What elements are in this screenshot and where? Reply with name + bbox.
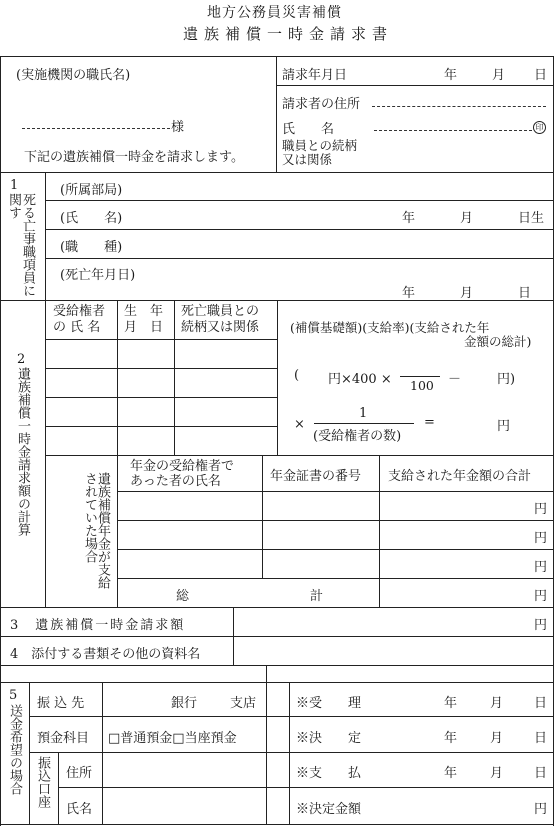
pension-col-name: 年金の受給権者で あった者の氏名 <box>130 459 235 489</box>
col-relation: 死亡職員との 続柄又は関係 <box>181 304 260 335</box>
death-year-label: 年 <box>402 286 416 301</box>
rule <box>117 455 118 607</box>
rule <box>45 426 277 427</box>
calc-yen-close: 円) <box>497 372 516 387</box>
addressee-field[interactable] <box>22 128 170 129</box>
rule <box>45 455 554 456</box>
relation-label: 職員との続柄 又は関係 <box>282 138 358 167</box>
office-paid: ※支 払 <box>296 766 362 781</box>
rule <box>45 339 277 340</box>
section4-label: 4 添付する書類その他の資料名 <box>10 647 201 662</box>
day-label: 日 <box>534 68 548 83</box>
account-address-label: 住所 <box>66 766 93 781</box>
yen-label: 円 <box>534 560 548 575</box>
bank-label: 銀行 <box>171 696 198 711</box>
yen-label: 円 <box>534 618 548 633</box>
org-label: (実施機関の職氏名) <box>16 68 131 83</box>
rule <box>117 491 554 492</box>
calc-open-paren: ( <box>294 368 300 383</box>
rule <box>0 636 554 637</box>
section2-label: 遺族補償一時金請求額の計算 <box>15 367 30 536</box>
year-label: 年 <box>444 766 458 781</box>
office-received: ※受 理 <box>296 696 362 711</box>
birth-year-label: 年 <box>402 211 416 226</box>
rule <box>29 752 554 753</box>
rule <box>276 85 554 86</box>
rule <box>45 397 277 398</box>
applicant-name-field[interactable] <box>374 130 532 131</box>
month-label: 月 <box>492 68 506 83</box>
pension-col-total: 支給された年金額の合計 <box>388 469 532 484</box>
rule <box>289 787 554 788</box>
job-label: (職 種) <box>60 240 123 255</box>
rule <box>45 200 554 201</box>
seal-mark: 印 <box>533 119 546 134</box>
rule <box>58 752 59 825</box>
pension-col-cert: 年金証書の番号 <box>270 469 362 484</box>
rule <box>276 56 277 172</box>
rule <box>174 300 175 455</box>
rule <box>0 56 554 57</box>
fraction-bar <box>314 423 414 424</box>
transfer-to-label: 振 込 先 <box>37 696 85 711</box>
rule <box>289 682 290 825</box>
rule <box>0 682 1 825</box>
calc-denominator: (受給権者の数) <box>313 429 402 444</box>
request-date-label: 請求年月日 <box>282 68 348 83</box>
day-label: 日 <box>534 696 548 711</box>
dept-label: (所属部局) <box>60 183 123 198</box>
month-label: 月 <box>490 766 504 781</box>
day-label: 日 <box>534 766 548 781</box>
fraction-denominator: 100 <box>410 378 434 393</box>
section2-number: 2 <box>17 352 26 367</box>
rule <box>102 682 103 825</box>
rule <box>117 578 554 579</box>
account-type-label: 預金科目 <box>37 731 90 746</box>
form-title: 遺族補償一時金請求書 <box>183 25 394 43</box>
fraction-bar <box>400 376 440 377</box>
rule <box>45 368 277 369</box>
section5-number: 5 <box>9 688 18 703</box>
calc-header-2: 金額の総計) <box>464 334 532 349</box>
section1-label: 死る亡事職項員に関す <box>6 193 35 297</box>
calc-yen400: 円×400 × <box>328 372 392 387</box>
rule <box>117 549 554 550</box>
yen-label: 円 <box>534 502 548 517</box>
calc-one: 1 <box>359 406 368 421</box>
birth-day-label: 日生 <box>518 211 545 226</box>
yen-label: 円 <box>534 589 548 604</box>
rule <box>29 716 554 717</box>
month-label: 月 <box>490 731 504 746</box>
yen-label: 円 <box>534 802 548 817</box>
calc-yen: 円 <box>497 419 511 434</box>
request-sentence: 下記の遺族補償一時金を請求します。 <box>24 150 244 165</box>
year-label: 年 <box>444 68 458 83</box>
rule <box>0 172 554 173</box>
col-birth: 生 年 月 日 <box>124 304 164 335</box>
rule <box>0 682 554 683</box>
section3-label: 3 遺族補償一時金請求額 <box>10 618 186 633</box>
section5-label: 送金希望の場合 <box>7 704 22 795</box>
death-date-label: (死亡年月日) <box>60 268 136 283</box>
rule <box>0 665 554 666</box>
rule <box>117 300 118 455</box>
form-series-title: 地方公務員災害補償 <box>207 5 342 21</box>
branch-label: 支店 <box>230 696 257 711</box>
office-amount: ※決定金額 <box>296 802 362 817</box>
calc-equals: = <box>424 415 435 430</box>
year-label: 年 <box>444 731 458 746</box>
rule <box>29 682 30 825</box>
calc-header: (補償基礎額)(支給率)(支給された年 <box>290 320 490 335</box>
applicant-name-label: 氏 名 <box>282 122 335 137</box>
rule <box>277 300 278 455</box>
account-side-label: 振込口座 <box>35 756 50 808</box>
office-decided: ※決 定 <box>296 731 362 746</box>
rule <box>45 300 46 607</box>
rule <box>45 229 554 230</box>
month-label: 月 <box>490 696 504 711</box>
sama-label: 様 <box>171 120 185 135</box>
death-month-label: 月 <box>460 286 474 301</box>
account-type-options[interactable]: □普通預金□当座預金 <box>108 731 237 746</box>
birth-month-label: 月 <box>460 211 474 226</box>
rule <box>45 172 46 300</box>
death-day-label: 日 <box>518 286 532 301</box>
account-holder-label: 氏名 <box>66 802 93 817</box>
col-beneficiary-name: 受給権者 の 氏 名 <box>53 304 106 335</box>
address-field[interactable] <box>372 106 546 107</box>
total-label-2: 計 <box>310 589 324 604</box>
total-label-1: 総 <box>176 589 190 604</box>
calc-minus: － <box>448 372 462 387</box>
pension-side-label: 遺族補償年金が支給されていた場合 <box>82 472 110 589</box>
rule <box>0 607 554 608</box>
rule <box>117 520 554 521</box>
rule <box>379 455 380 607</box>
yen-label: 円 <box>534 531 548 546</box>
rule <box>266 665 267 825</box>
rule <box>45 258 554 259</box>
rule <box>262 455 263 579</box>
deceased-name-label: (氏 名) <box>60 211 123 226</box>
address-label: 請求者の住所 <box>282 97 361 112</box>
calc-times: × <box>294 417 305 432</box>
year-label: 年 <box>444 696 458 711</box>
day-label: 日 <box>534 731 548 746</box>
section1-number: 1 <box>10 178 19 193</box>
